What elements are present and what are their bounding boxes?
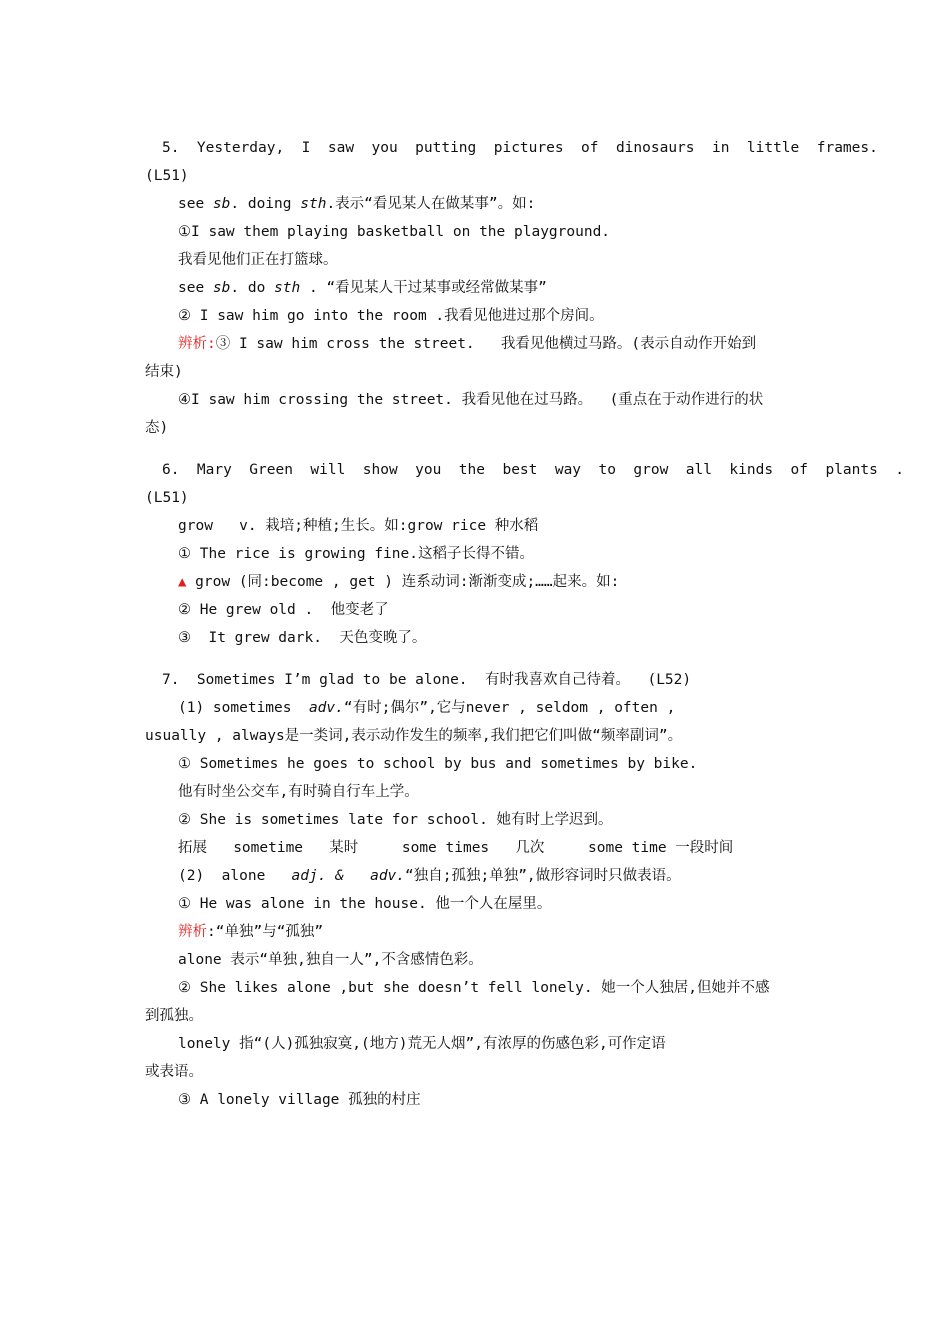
- pattern-sth: sth: [274, 280, 301, 296]
- triangle-icon: ▲: [178, 574, 187, 590]
- comparison-note-cont: 结束): [145, 364, 183, 380]
- item-6-lesson-ref: (L51): [145, 490, 189, 506]
- pattern-text: .表示“看见某人在做某事”。如:: [326, 196, 536, 212]
- item-5-lesson-ref: (L51): [145, 168, 189, 184]
- pattern-text: . “看见某人干过某事或经常做某事”: [300, 280, 547, 296]
- example-sentence: ①I saw them playing basketball on the playground.: [178, 224, 611, 240]
- pattern-text: see: [178, 280, 213, 296]
- example-sentence: ① The rice is growing fine.这稻子长得不错。: [178, 546, 534, 562]
- def-text: “独自;孤独;单独”,做形容词时只做表语。: [405, 868, 681, 884]
- extension-note: 拓展 sometime 某时 some times 几次 some time 一段时间: [178, 840, 734, 856]
- alone-meaning: alone 表示“单独,独自一人”,不含感情色彩。: [178, 952, 483, 968]
- note-text: :“单独”与“孤独”: [207, 924, 324, 940]
- note-text: ③ I saw him cross the street. 我看见他横过马路。(表示自动作开始到: [215, 336, 757, 352]
- def-text: “有时;偶尔”,它与never , seldom , often ,: [343, 700, 676, 716]
- definition-grow: grow v. 栽培;种植;生长。如:grow rice 种水稻: [178, 518, 539, 534]
- sometimes-definition: [178, 698, 807, 718]
- lonely-meaning-cont: 或表语。: [145, 1064, 203, 1080]
- pattern-see-do: [178, 278, 547, 298]
- example-translation: 我看见他们正在打篮球。: [178, 252, 338, 268]
- example-sentence-cont: 态): [145, 420, 169, 436]
- lonely-meaning: lonely 指“(人)孤独寂寞,(地方)荒无人烟”,有浓厚的伤感色彩,可作定语: [178, 1036, 666, 1052]
- note-label: 辨析: [178, 924, 207, 940]
- item-5-heading: 5. Yesterday, I saw you putting pictures of dinosaurs in little frames.: [162, 140, 878, 156]
- pattern-sth: sth: [300, 196, 327, 212]
- example-sentence: ① He was alone in the house. 他一个人在屋里。: [178, 896, 552, 912]
- linking-verb-note: [178, 572, 619, 592]
- example-sentence: ① Sometimes he goes to school by bus and sometimes by bike.: [178, 756, 698, 772]
- example-sentence: ② She is sometimes late for school. 她有时上学迟到。: [178, 812, 613, 828]
- alone-definition: [178, 866, 681, 886]
- pattern-sb: sb: [212, 196, 231, 212]
- pattern-text: . do: [230, 280, 275, 296]
- def-text: (2) alone: [178, 868, 292, 884]
- comparison-note: [178, 334, 756, 354]
- pos-adj: adj. &: [291, 868, 344, 884]
- comparison-note: [178, 922, 323, 942]
- pos-adv: adv.: [370, 868, 406, 884]
- example-translation: 他有时坐公交车,有时骑自行车上学。: [178, 784, 419, 800]
- pattern-text: see: [178, 196, 213, 212]
- pattern-sb: sb: [212, 280, 231, 296]
- item-6-heading: 6. Mary Green will show you the best way to grow all kinds of plants .: [162, 462, 905, 478]
- pattern-see-doing: [178, 194, 535, 214]
- def-text: (1) sometimes: [178, 700, 309, 716]
- example-sentence: ② She likes alone ,but she doesn’t fell lonely. 她一个人独居,但她并不感: [178, 980, 770, 996]
- def-text: [344, 868, 370, 884]
- item-7-heading: 7. Sometimes I’m glad to be alone. 有时我喜欢自己待着。 (L52): [162, 672, 692, 688]
- note-label: 辨析:: [178, 336, 216, 352]
- sometimes-definition-cont: usually , always是一类词,表示动作发生的频率,我们把它们叫做“频率副词”。: [145, 728, 683, 744]
- pos-adv: adv.: [308, 700, 344, 716]
- example-sentence: ② I saw him go into the room .我看见他进过那个房间。: [178, 308, 604, 324]
- example-sentence: ④I saw him crossing the street. 我看见他在过马路。 (重点在于动作进行的状: [178, 392, 764, 408]
- example-sentence-cont: 到孤独。: [145, 1008, 203, 1024]
- example-sentence: ③ A lonely village 孤独的村庄: [178, 1092, 421, 1108]
- pattern-text: . doing: [230, 196, 301, 212]
- example-sentence: ③ It grew dark. 天色变晚了。: [178, 630, 427, 646]
- example-sentence: ② He grew old . 他变老了: [178, 602, 389, 618]
- note-text: grow (同:become , get ) 连系动词:渐渐变成;……起来。如:: [186, 574, 620, 590]
